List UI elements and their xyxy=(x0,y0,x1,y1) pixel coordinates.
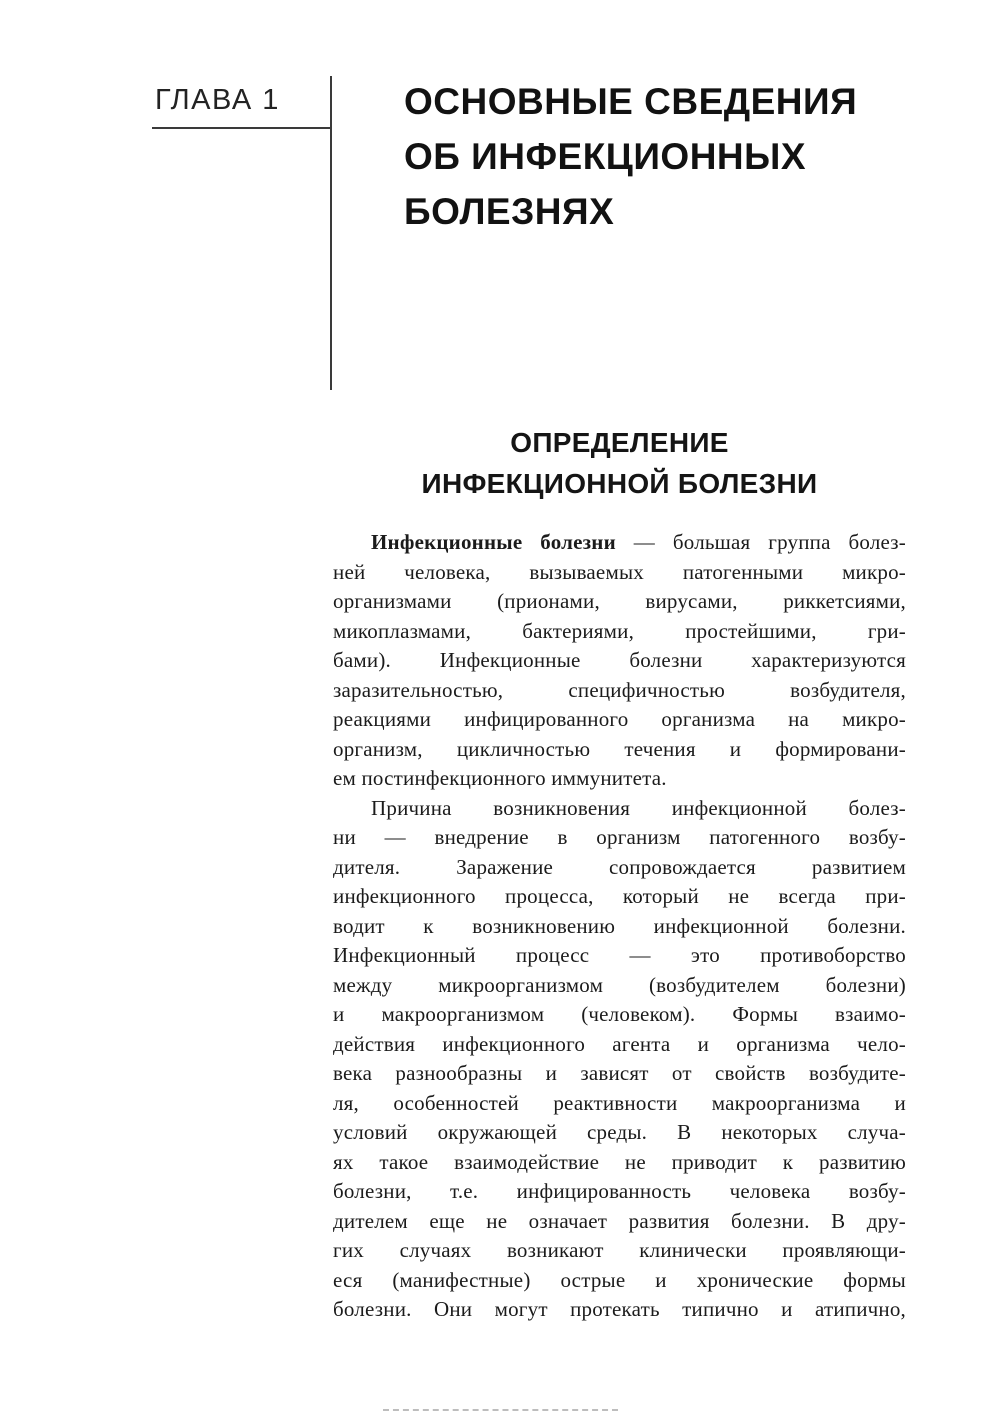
chapter-label: ГЛАВА 1 xyxy=(155,84,280,116)
chapter-underline-rule xyxy=(152,127,331,129)
paragraph-lines xyxy=(333,558,906,794)
text-line: между микроорганизмом (возбудителем болезни) xyxy=(333,972,906,997)
chapter-title xyxy=(404,74,964,239)
body-text xyxy=(333,528,906,1325)
paragraph-definition xyxy=(333,528,906,794)
text-run: — большая группа болез- xyxy=(615,530,906,554)
text-line: ях такое взаимодействие не приводит к развитию xyxy=(333,1149,906,1174)
text-line: ИНФЕКЦИОННОЙ БОЛЕЗНИ xyxy=(421,468,818,499)
text-line: организм, цикличностью течения и формировани- xyxy=(333,736,906,761)
text-line: реакциями инфицированного организма на микро- xyxy=(333,707,906,731)
paragraph-cause xyxy=(333,794,906,1325)
text-line: ОБ ИНФЕКЦИОННЫХ xyxy=(404,136,807,177)
text-line: водит к возникновению инфекционной болезни. xyxy=(333,913,906,938)
text-line: микоплазмами, бактериями, простейшими, гри- xyxy=(333,618,906,643)
text-line: ни — внедрение в организм патогенного возбу- xyxy=(333,825,906,849)
text-line: ем постинфекционного иммунитета. xyxy=(333,766,667,790)
chapter-vertical-rule xyxy=(330,76,332,390)
text-line: болезни. Они могут протекать типично и атипично, xyxy=(333,1297,906,1321)
text-line: гих случаях возникают клинически проявляющи- xyxy=(333,1238,906,1262)
text-line: БОЛЕЗНЯХ xyxy=(404,191,615,232)
text-line: инфекционного процесса, который не всегда при- xyxy=(333,884,906,908)
text-line: действия инфекционного агента и организма чело- xyxy=(333,1031,906,1056)
text-line: ОПРЕДЕЛЕНИЕ xyxy=(510,427,729,458)
text-line: Инфекционный процесс — это противоборство xyxy=(333,943,906,967)
text-line: и макроорганизмом (человеком). Формы взаимо- xyxy=(333,1002,906,1026)
text-line: Причина возникновения инфекционной болез- xyxy=(371,795,906,820)
paragraph-lines xyxy=(333,823,906,1325)
text-line: еся (манифестные) острые и хронические формы xyxy=(333,1267,906,1292)
text-line: бами). Инфекционные болезни характеризуются xyxy=(333,648,906,672)
text-line: ОСНОВНЫЕ СВЕДЕНИЯ xyxy=(404,81,858,122)
text-line xyxy=(333,528,906,558)
text-line: дителем еще не означает развития болезни. В дру- xyxy=(333,1208,906,1233)
section-title xyxy=(333,422,906,504)
text-line: дителя. Заражение сопровождается развитием xyxy=(333,854,906,879)
text-line: ля, особенностей реактивности макроорганизма и xyxy=(333,1090,906,1115)
text-line: века разнообразны и зависят от свойств возбудите- xyxy=(333,1061,906,1085)
bold-lead: Инфекционные болезни xyxy=(371,530,616,554)
text-line: заразительностью, специфичностью возбудителя, xyxy=(333,677,906,702)
text-line: организмами (прионами, вирусами, риккетсиями, xyxy=(333,589,906,613)
text-line: условий окружающей среды. В некоторых случа- xyxy=(333,1120,906,1144)
page-cut-mark xyxy=(383,1409,618,1411)
text-line: болезни, т.е. инфицированность человека возбу- xyxy=(333,1179,906,1203)
text-line: ней человека, вызываемых патогенными микро- xyxy=(333,559,906,584)
